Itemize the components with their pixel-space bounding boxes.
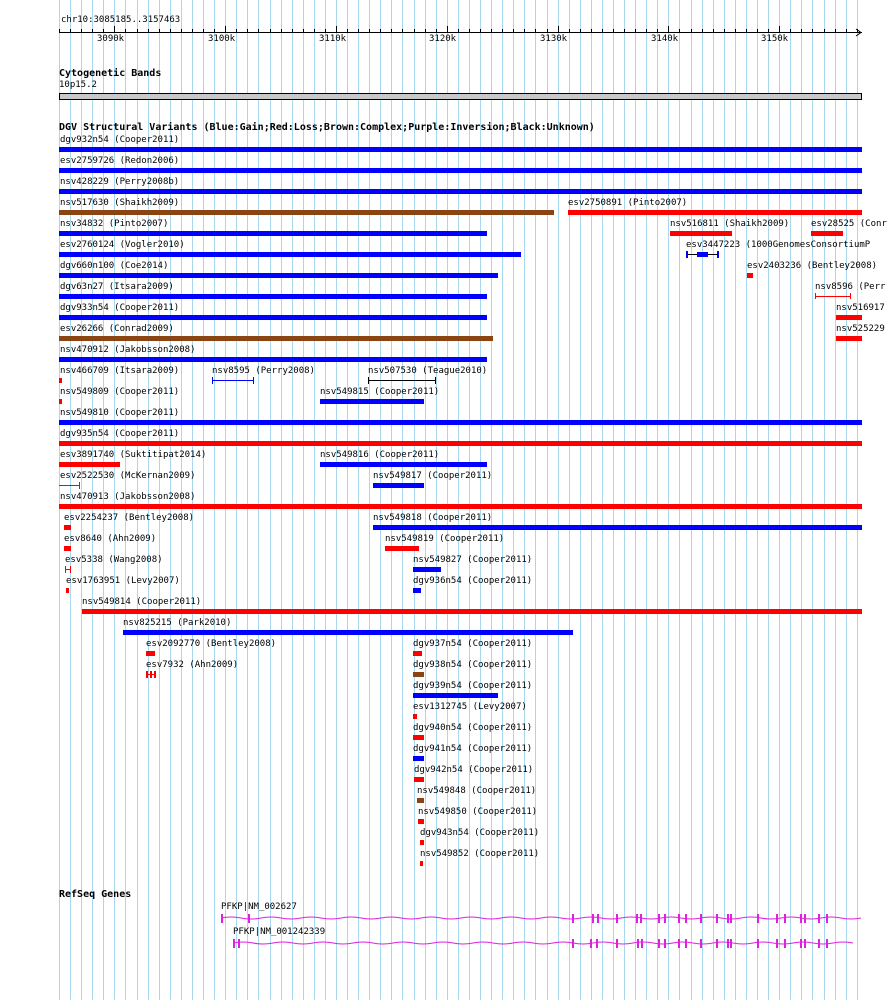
variant-label: esv2254237 (Bentley2008)	[64, 513, 195, 523]
gene-exon	[826, 939, 828, 948]
variant-label: nsv549816 (Cooper2011)	[320, 450, 440, 460]
gene-exon	[636, 914, 638, 923]
gene-exon	[640, 914, 642, 923]
refseq-track-title[interactable]: RefSeq Genes	[59, 889, 132, 900]
variant-label: nsv8596 (Perr	[815, 282, 886, 292]
variant-label: esv5338 (Wang2008)	[65, 555, 163, 565]
ruler-tick-label: 3110k	[319, 34, 347, 44]
gene-intron-line	[221, 917, 861, 919]
ruler-position: chr10:3085185..3157463	[61, 15, 181, 25]
gene-exon	[248, 914, 250, 923]
gene-exon	[685, 939, 687, 948]
variant-label: dgv933n54 (Cooper2011)	[60, 303, 180, 313]
variant-label: nsv549817 (Cooper2011)	[373, 471, 493, 481]
gene-exon	[727, 914, 729, 923]
variant-label: nsv549814 (Cooper2011)	[82, 597, 202, 607]
ruler-tick-label: 3150k	[761, 34, 789, 44]
gene-exon	[678, 939, 680, 948]
variant-label: dgv936n54 (Cooper2011)	[413, 576, 533, 586]
variant-label: nsv549852 (Cooper2011)	[420, 849, 540, 859]
gene-exon	[616, 939, 618, 948]
variant-label: esv2522530 (McKernan2009)	[60, 471, 196, 481]
gene-exon	[616, 914, 618, 923]
variant-label: nsv34832 (Pinto2007)	[60, 219, 169, 229]
gene-exon	[592, 914, 594, 923]
variant-label: nsv470913 (Jakobsson2008)	[60, 492, 196, 502]
gene-exon	[238, 939, 240, 948]
cytoband-label: 10p15.2	[59, 80, 97, 90]
variant-label: dgv939n54 (Cooper2011)	[413, 681, 533, 691]
variant-label: nsv549818 (Cooper2011)	[373, 513, 493, 523]
gene-exon	[804, 914, 806, 923]
gene-exon	[685, 914, 687, 923]
variant-label: nsv549809 (Cooper2011)	[60, 387, 180, 397]
variant-label: esv8640 (Ahn2009)	[64, 534, 157, 544]
gene-exon	[727, 939, 729, 948]
variant-label: nsv470912 (Jakobsson2008)	[60, 345, 196, 355]
variant-label: esv2092770 (Bentley2008)	[146, 639, 277, 649]
gene-exon	[818, 939, 820, 948]
variant-label: esv3447223 (1000GenomesConsortiumP	[686, 240, 871, 250]
cytogenetic-track-title[interactable]: Cytogenetic Bands	[59, 68, 162, 79]
gene-exon	[757, 914, 759, 923]
gene-exon	[826, 914, 828, 923]
gene-exon	[641, 939, 643, 948]
ruler-tick-label: 3140k	[651, 34, 679, 44]
gene-intron-line	[233, 942, 853, 944]
variant-label: nsv466709 (Itsara2009)	[60, 366, 180, 376]
gene-exon	[233, 939, 235, 948]
variant-label: esv2750891 (Pinto2007)	[568, 198, 688, 208]
gene-exon	[221, 914, 223, 923]
variant-label: nsv517630 (Shaikh2009)	[60, 198, 180, 208]
dgv-track-title[interactable]: DGV Structural Variants (Blue:Gain;Red:Loss;Brown:Complex;Purple:Inversion;Black:Unknown)	[59, 122, 595, 133]
gene-exon	[804, 939, 806, 948]
variant-label: esv26266 (Conrad2009)	[60, 324, 174, 334]
gene-exon	[730, 939, 732, 948]
gene-exon	[700, 914, 702, 923]
gene-label: PFKP|NM_001242339	[233, 927, 326, 937]
variant-label: nsv516917	[836, 303, 885, 313]
variant-label: nsv549848 (Cooper2011)	[417, 786, 537, 796]
variant-label: nsv549819 (Cooper2011)	[385, 534, 505, 544]
gene-exon	[597, 914, 599, 923]
gene-exon	[716, 939, 718, 948]
gene-exon	[716, 914, 718, 923]
variant-label: dgv943n54 (Cooper2011)	[420, 828, 540, 838]
variant-label: dgv935n54 (Cooper2011)	[60, 429, 180, 439]
ruler-tick-label: 3100k	[208, 34, 236, 44]
variant-label: dgv63n27 (Itsara2009)	[60, 282, 174, 292]
gene-exon	[572, 939, 574, 948]
gene-exon	[776, 914, 778, 923]
variant-label: esv28525 (Conr	[811, 219, 887, 229]
gene-exon	[784, 939, 786, 948]
gene-label: PFKP|NM_002627	[221, 902, 297, 912]
gene-exon	[800, 939, 802, 948]
gene-exon	[664, 939, 666, 948]
gene-exon	[572, 914, 574, 923]
variant-label: esv2759726 (Redon2006)	[60, 156, 180, 166]
variant-label: dgv660n100 (Coe2014)	[60, 261, 169, 271]
gene-exon	[784, 914, 786, 923]
gene-exon	[637, 939, 639, 948]
ruler-tick-label: 3090k	[97, 34, 125, 44]
variant-label: nsv507530 (Teague2010)	[368, 366, 488, 376]
gene-exon	[800, 914, 802, 923]
variant-label: nsv516811 (Shaikh2009)	[670, 219, 790, 229]
variant-label: dgv932n54 (Cooper2011)	[60, 135, 180, 145]
variant-label: esv2760124 (Vogler2010)	[60, 240, 185, 250]
gene-exon	[776, 939, 778, 948]
gene-exon	[658, 914, 660, 923]
variant-label: esv1312745 (Levy2007)	[413, 702, 527, 712]
variant-label: nsv428229 (Perry2008b)	[60, 177, 180, 187]
variant-label: nsv549827 (Cooper2011)	[413, 555, 533, 565]
gene-exon	[730, 914, 732, 923]
gene-exon	[700, 939, 702, 948]
variant-label: dgv942n54 (Cooper2011)	[414, 765, 534, 775]
gene-exon	[596, 939, 598, 948]
variant-label: dgv938n54 (Cooper2011)	[413, 660, 533, 670]
variant-label: esv2403236 (Bentley2008)	[747, 261, 878, 271]
variant-label: nsv549815 (Cooper2011)	[320, 387, 440, 397]
gene-exon	[757, 939, 759, 948]
variant-label: nsv549810 (Cooper2011)	[60, 408, 180, 418]
variant-label: dgv937n54 (Cooper2011)	[413, 639, 533, 649]
gene-exon	[590, 939, 592, 948]
variant-label: nsv549850 (Cooper2011)	[418, 807, 538, 817]
variant-label: nsv825215 (Park2010)	[123, 618, 232, 628]
variant-label: esv3891740 (Suktitipat2014)	[60, 450, 207, 460]
gene-exon	[818, 914, 820, 923]
gene-exon	[658, 939, 660, 948]
variant-label: esv1763951 (Levy2007)	[66, 576, 180, 586]
variant-label: dgv940n54 (Cooper2011)	[413, 723, 533, 733]
ruler-tick-label: 3130k	[540, 34, 568, 44]
variant-label: dgv941n54 (Cooper2011)	[413, 744, 533, 754]
variant-label: nsv525229	[836, 324, 885, 334]
variant-label: nsv8595 (Perry2008)	[212, 366, 315, 376]
ruler-tick-label: 3120k	[429, 34, 457, 44]
gene-exon	[664, 914, 666, 923]
gene-exon	[678, 914, 680, 923]
variant-label: esv7932 (Ahn2009)	[146, 660, 239, 670]
